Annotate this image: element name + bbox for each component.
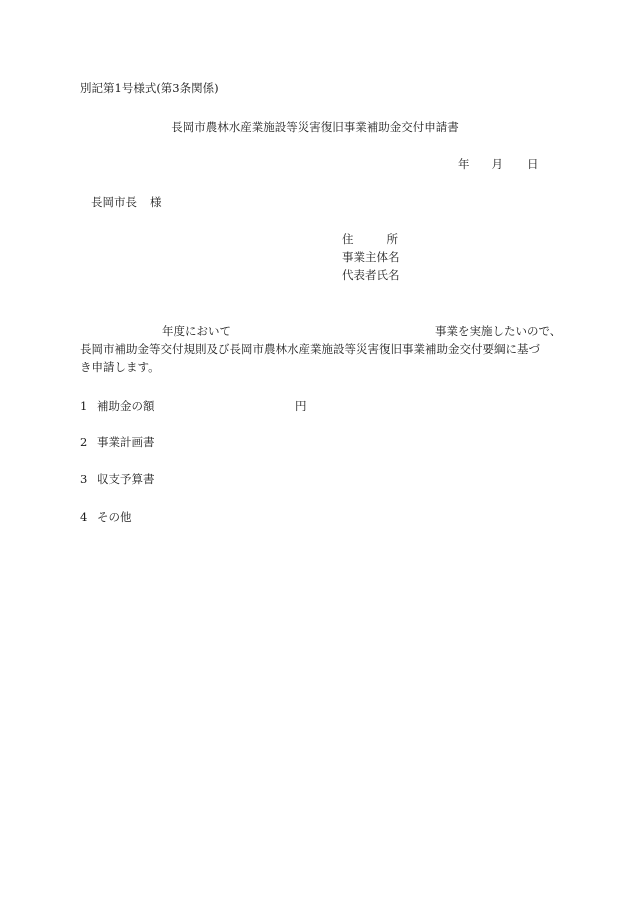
date-day-label: 日: [527, 157, 539, 171]
addressee-name: 長岡市長: [91, 195, 137, 209]
date-month-label: 月: [491, 157, 503, 171]
document-title: 長岡市農林水産業施設等災害復旧事業補助金交付申請書: [171, 120, 459, 134]
address-label: 住 所: [342, 232, 398, 246]
fiscal-year-phrase: 年度において: [162, 324, 231, 338]
form-number-label: 別記第1号様式(第3条関係): [80, 81, 219, 95]
date-row: [458, 156, 539, 172]
addressee: [91, 194, 162, 210]
representative-name-label: 代表者氏名: [342, 268, 400, 282]
body-line-2: 長岡市補助金等交付規則及び長岡市農林水産業施設等災害復旧事業補助金交付要綱に基づ: [80, 342, 540, 356]
item-budget: 3 収支予算書: [80, 472, 155, 486]
addressee-honorific: 様: [150, 195, 162, 209]
body-line-3: き申請します。: [80, 360, 160, 374]
applicant-block: [342, 231, 400, 285]
date-year-label: 年: [458, 157, 470, 171]
entity-name-label: 事業主体名: [342, 250, 400, 264]
project-phrase: 事業を実施したいので、: [435, 324, 562, 338]
item-project-plan: 2 事業計画書: [80, 435, 155, 449]
item-subsidy-amount: 1 補助金の額 円: [80, 399, 307, 413]
yen-unit: 円: [295, 399, 307, 413]
item-other: 4 その他: [80, 510, 132, 524]
